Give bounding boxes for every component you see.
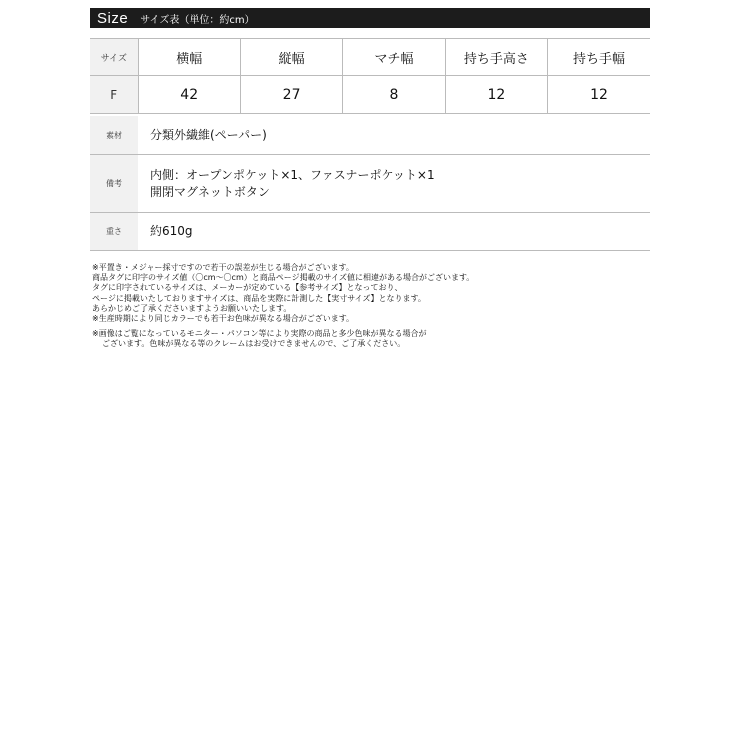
size-title: Size xyxy=(97,9,129,27)
table-header-row xyxy=(90,39,650,76)
note-line: ※画像はご覧になっているモニター・パソコン等により実際の商品と多少色味が異なる場合が xyxy=(92,329,427,339)
remarks-label: 備考 xyxy=(90,155,138,212)
details-table xyxy=(90,116,650,251)
material-value-wrap xyxy=(138,116,267,154)
column-header: 縦幅 xyxy=(240,39,342,76)
weight-label: 重さ xyxy=(90,213,138,250)
size-subtitle: サイズ表（単位：約cm） xyxy=(140,14,255,26)
column-header: マチ幅 xyxy=(343,39,445,76)
note-line: ページに掲載いたしておりますサイズは、商品を実際に計測した【実寸サイズ】となります。 xyxy=(92,293,426,303)
remarks-row xyxy=(90,155,650,213)
column-header: 持ち手幅 xyxy=(548,39,650,76)
table-cell: 27 xyxy=(240,76,342,114)
row-header-label: サイズ xyxy=(90,39,138,76)
table-cell: 42 xyxy=(138,76,240,114)
note-line: ※平置き・メジャー採寸ですので若干の誤差が生じる場合がございます。 xyxy=(92,263,354,272)
note-line: 商品タグに印字のサイズ値（〇cm〜〇cm）と商品ページ掲載のサイズ値に相違がある場合がございます。 xyxy=(92,273,475,283)
note-line: タグに印字されているサイズは、メーカーが定めている【参考サイズ】となっており、 xyxy=(92,283,403,293)
size-header-bar xyxy=(90,8,650,28)
material-label: 素材 xyxy=(90,116,138,154)
note-line: ございます。色味が異なる等のクレームはお受けできませんので、ご了承ください。 xyxy=(102,339,406,349)
notes-block xyxy=(92,263,612,350)
note-line: あらかじめご了承くださいますようお願いいたします。 xyxy=(92,303,292,313)
weight-value-wrap xyxy=(138,213,193,250)
remarks-line-2: 開閉マグネットボタン xyxy=(150,184,270,199)
table-cell: 12 xyxy=(445,76,547,114)
table-cell: 8 xyxy=(343,76,445,114)
size-label: F xyxy=(90,76,138,114)
table-cell: 12 xyxy=(548,76,650,114)
weight-value: 約610g xyxy=(150,224,193,238)
column-header: 持ち手高さ xyxy=(445,39,547,76)
remarks-line-1: 内側：オープンポケット×1、ファスナーポケット×1 xyxy=(150,167,435,182)
weight-row xyxy=(90,213,650,251)
remarks-value-wrap xyxy=(138,155,435,212)
material-value: 分類外繊維(ペーパー) xyxy=(150,127,267,142)
column-header: 横幅 xyxy=(138,39,240,76)
size-table xyxy=(90,38,650,114)
material-row xyxy=(90,116,650,155)
table-row xyxy=(90,76,650,114)
note-line: ※生産時期により同じカラーでも若干お色味が異なる場合がございます。 xyxy=(92,314,355,324)
